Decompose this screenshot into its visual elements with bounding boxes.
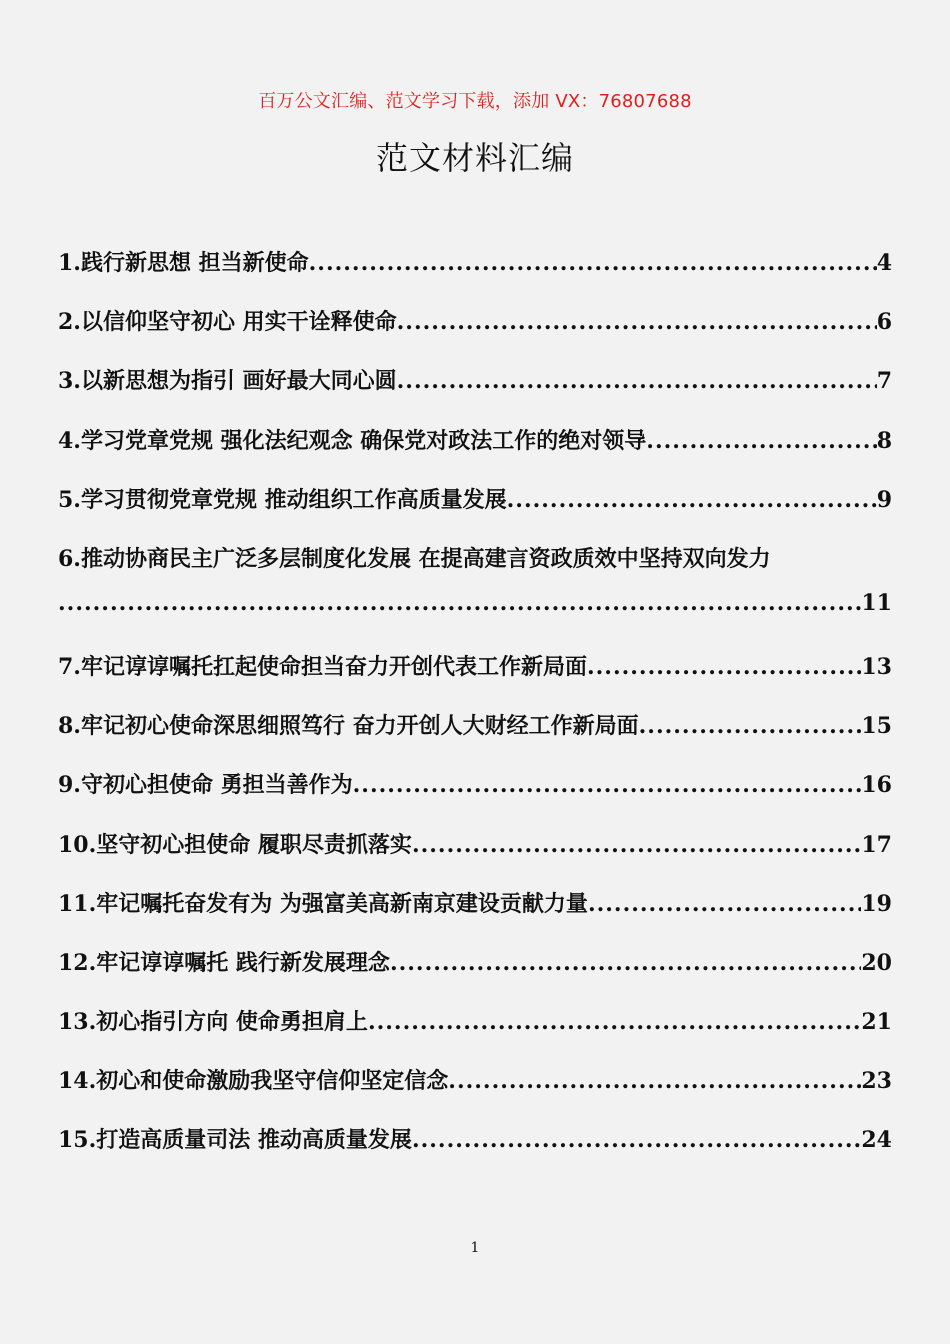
toc-entry-14[interactable] — [58, 1064, 892, 1123]
toc-entry-3[interactable] — [58, 364, 892, 423]
toc-leader-dots — [412, 832, 861, 858]
toc-page-number: 15 — [861, 713, 892, 740]
toc-leader-dots — [58, 590, 861, 616]
toc-entry-label: 10.坚守初心担使命 履职尽责抓落实 — [58, 831, 412, 858]
toc-entry-6[interactable] — [58, 542, 892, 590]
toc-page-number: 8 — [876, 427, 892, 454]
page-number: 1 — [470, 1240, 480, 1256]
toc-page-number: 17 — [861, 831, 892, 858]
toc-page-number: 24 — [861, 1127, 892, 1154]
toc-entry-label: 8.牢记初心使命深思细照笃行 奋力开创人大财经工作新局面 — [58, 713, 639, 740]
toc-page-number: 23 — [861, 1068, 892, 1095]
promo-banner: 百万公文汇编、范文学习下载，添加 VX：76807688 — [258, 91, 692, 112]
toc-leader-dots — [507, 487, 877, 513]
toc-page-number: 4 — [876, 250, 892, 276]
toc-entry-label: 2.以信仰坚守初心 用实干诠释使命 — [58, 309, 397, 336]
toc-entry-15[interactable] — [58, 1123, 892, 1182]
toc-entry-5[interactable] — [58, 483, 892, 542]
toc-page-number: 13 — [861, 653, 892, 680]
toc-page-number: 11 — [861, 589, 892, 616]
toc-entry-label: 14.初心和使命激励我坚守信仰坚定信念 — [58, 1068, 449, 1095]
toc-leader-dots — [639, 713, 862, 739]
toc-page-number: 20 — [861, 949, 892, 976]
toc-leader-dots — [646, 428, 876, 454]
toc-leader-dots — [397, 368, 877, 394]
toc-entry-label: 7.牢记谆谆嘱托扛起使命担当奋力开创代表工作新局面 — [58, 653, 587, 680]
toc-leader-dots — [390, 950, 861, 976]
toc-entry-label: 9.守初心担使命 勇担当善作为 — [58, 772, 353, 799]
toc-entry-1[interactable] — [58, 246, 892, 305]
toc-leader-dots — [309, 250, 877, 276]
toc-entry-12[interactable] — [58, 946, 892, 1005]
toc-page-number: 19 — [861, 890, 892, 917]
toc-entry-2[interactable] — [58, 305, 892, 364]
toc-entry-label: 11.牢记嘱托奋发有为 为强富美高新南京建设贡献力量 — [58, 890, 588, 917]
toc-page-number: 6 — [876, 309, 892, 336]
page-title: 范文材料汇编 — [375, 139, 574, 177]
toc-entry-label: 5.学习贯彻党章党规 推动组织工作高质量发展 — [58, 486, 507, 513]
toc-page-number: 9 — [876, 486, 892, 513]
toc-entry-8[interactable] — [58, 709, 892, 768]
toc-entry-label: 4.学习党章党规 强化法纪观念 确保党对政法工作的绝对领导 — [58, 427, 647, 454]
toc-leader-dots — [368, 1009, 861, 1035]
toc-page-number: 21 — [861, 1009, 892, 1036]
toc-entry-4[interactable] — [58, 424, 892, 483]
toc-leader-dots — [353, 772, 862, 798]
table-of-contents — [58, 246, 892, 1183]
toc-entry-10[interactable] — [58, 828, 892, 887]
toc-entry-label: 12.牢记谆谆嘱托 践行新发展理念 — [58, 949, 390, 976]
toc-leader-dots — [412, 1127, 861, 1153]
toc-entry-11[interactable] — [58, 887, 892, 946]
toc-page-number: 16 — [861, 772, 892, 799]
toc-entry-label: 13.初心指引方向 使命勇担肩上 — [58, 1009, 368, 1036]
toc-entry-label: 15.打造高质量司法 推动高质量发展 — [58, 1127, 412, 1154]
toc-entry-label: 3.以新思想为指引 画好最大同心圆 — [58, 368, 397, 395]
toc-entry-7[interactable] — [58, 650, 892, 709]
toc-entry-6-continuation[interactable] — [58, 590, 892, 650]
toc-leader-dots — [397, 309, 877, 335]
toc-entry-13[interactable] — [58, 1005, 892, 1064]
toc-leader-dots — [588, 891, 861, 917]
toc-leader-dots — [587, 654, 861, 680]
toc-entry-9[interactable] — [58, 768, 892, 827]
toc-entry-label: 1.践行新思想 担当新使命 — [58, 250, 309, 276]
toc-leader-dots — [448, 1068, 861, 1094]
toc-page-number: 7 — [876, 368, 892, 395]
toc-entry-label: 6.推动协商民主广泛多层制度化发展 在提高建言资政质效中坚持双向发力 — [58, 545, 771, 572]
